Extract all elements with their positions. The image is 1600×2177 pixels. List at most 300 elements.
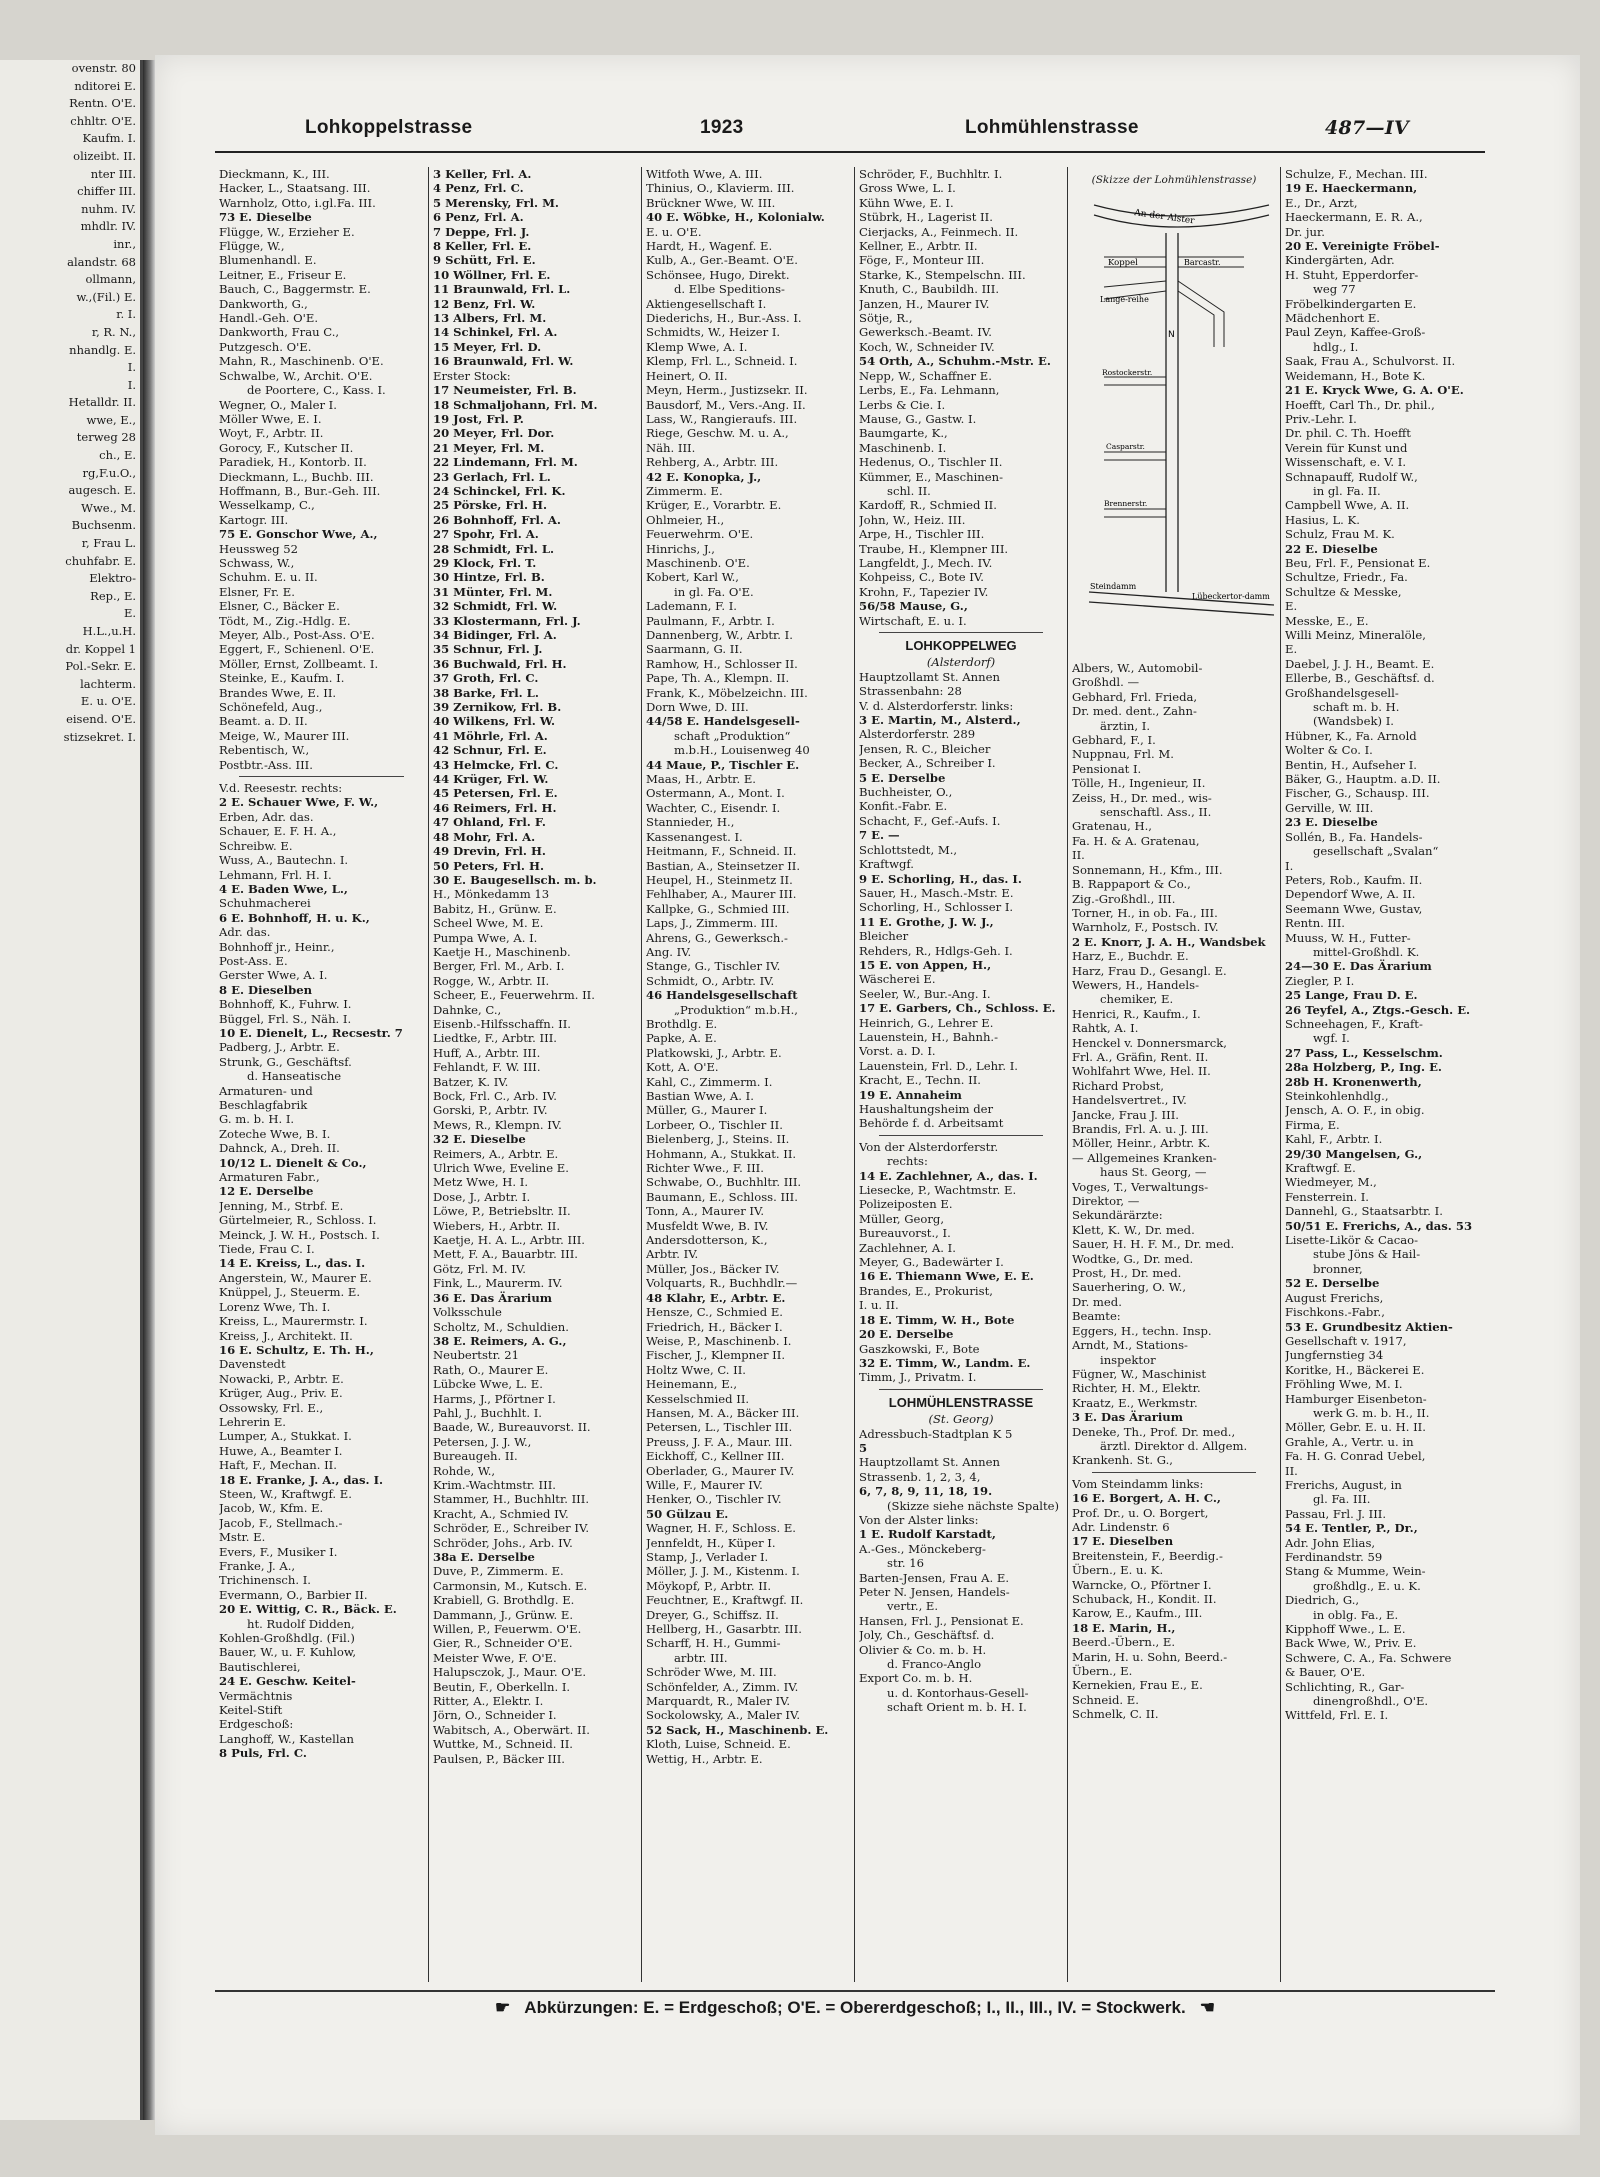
directory-entry: Ellerbe, B., Geschäftsf. d.	[1285, 671, 1435, 686]
directory-entry: Adr. das.	[219, 925, 271, 940]
directory-entry: Heinemann, E.,	[646, 1377, 738, 1392]
directory-entry: 10 Wöllner, Frl. E.	[433, 267, 551, 282]
directory-entry: Tölle, H., Ingenieur, II.	[1072, 776, 1206, 791]
directory-entry: Beamt. a. D. II.	[219, 714, 308, 729]
svg-text:N: N	[1168, 330, 1175, 341]
directory-entry: Wodtke, G., Dr. med.	[1072, 1251, 1194, 1266]
directory-entry: Harz, E., Buchdr. E.	[1072, 949, 1189, 964]
column-3	[641, 167, 854, 1982]
directory-entry: Lübcke Wwe, L. E.	[433, 1377, 543, 1392]
directory-entry: m.b.H., Louisenweg 40	[674, 743, 810, 758]
directory-entry: Arndt, M., Stations-	[1072, 1338, 1188, 1353]
directory-entry: Kaetje H., Maschinenb.	[433, 944, 571, 959]
directory-entry: Janzen, H., Maurer IV.	[859, 296, 990, 311]
directory-entry: Babitz, H., Grünw. E.	[433, 901, 557, 916]
left-strip-line: E.	[123, 606, 136, 621]
directory-entry: d. Franco-Anglo	[887, 1657, 982, 1672]
directory-entry: E.	[1285, 642, 1298, 657]
directory-entry: Löwe, P., Betriebsltr. II.	[433, 1204, 571, 1219]
directory-entry: Pape, Th. A., Klempn. II.	[646, 671, 790, 686]
directory-entry: E., Dr., Arzt,	[1285, 195, 1358, 210]
directory-entry: Dorn Wwe, D. III.	[646, 700, 749, 715]
directory-entry: Eggert, F., Schienenl. O'E.	[219, 642, 375, 657]
directory-entry: Eickhoff, C., Kellner III.	[646, 1449, 785, 1464]
directory-entry: Davenstedt	[219, 1357, 286, 1372]
directory-entry: Kraftwgf.	[859, 857, 914, 872]
footer-arrow-left-icon: ☛	[495, 1998, 511, 2017]
directory-entry: Langfeldt, J., Mech. IV.	[859, 555, 993, 570]
directory-entry: Kohlen-Großhdlg. (Fil.)	[219, 1631, 355, 1646]
column-2	[428, 167, 641, 1982]
directory-entry: Hensze, C., Schmied E.	[646, 1305, 783, 1320]
directory-entry: 3 Keller, Frl. A.	[433, 167, 532, 181]
directory-entry: Kindergärten, Adr.	[1285, 253, 1395, 268]
directory-entry: Warnholz, F., Postsch. IV.	[1072, 920, 1219, 935]
directory-entry: Strassenbahn: 28	[859, 684, 962, 699]
directory-entry: (Skizze siehe nächste Spalte)	[887, 1498, 1060, 1513]
directory-entry: I. u. II.	[859, 1298, 899, 1313]
directory-entry: Koch, W., Schneider IV.	[859, 339, 995, 354]
directory-entry: Saarmann, G. II.	[646, 642, 743, 657]
directory-entry: Laps, J., Zimmerm. III.	[646, 916, 779, 931]
street-sketch-map	[1074, 173, 1274, 653]
directory-entry: Bausdorf, M., Vers.-Ang. II.	[646, 397, 806, 412]
directory-entry: 17 E. Dieselben	[1072, 1534, 1174, 1549]
svg-text:Koppel: Koppel	[1108, 258, 1138, 269]
directory-entry: Trichinensch. I.	[219, 1573, 311, 1588]
directory-entry: Saak, Frau A., Schulvorst. II.	[1285, 354, 1456, 369]
map-caption: (Skizze der Lohmühlenstrasse)	[1091, 174, 1257, 186]
directory-entry: Brandis, Frl. A. u. J. III.	[1072, 1122, 1209, 1136]
directory-entry: Papke, A. E.	[646, 1031, 717, 1046]
directory-entry: 16 E. Thiemann Wwe, E. E.	[859, 1269, 1034, 1284]
directory-entry: Liedtke, F., Arbtr. III.	[433, 1031, 557, 1046]
directory-entry: 10 E. Dienelt, L., Recsestr. 7	[219, 1025, 403, 1040]
directory-entry: Mädchenhort E.	[1285, 311, 1380, 326]
directory-entry: (Wandsbek) I.	[1313, 714, 1394, 729]
directory-entry: Halupsczok, J., Maur. O'E.	[433, 1665, 587, 1680]
directory-entry: Haushaltungsheim der	[859, 1102, 994, 1116]
directory-entry: Hellberg, H., Gasarbtr. III.	[646, 1622, 802, 1637]
directory-entry: Dose, J., Arbtr. I.	[433, 1189, 531, 1204]
directory-entry: Hacker, L., Staatsang. III.	[219, 181, 371, 196]
directory-entry: 30 Hintze, Frl. B.	[433, 570, 545, 585]
left-strip-line: ovenstr. 80	[71, 61, 136, 75]
directory-entry: Export Co. m. b. H.	[859, 1671, 973, 1686]
directory-entry: Blumenhandl. E.	[219, 253, 317, 268]
directory-entry: inspektor	[1100, 1352, 1156, 1367]
directory-entry: 15 Meyer, Frl. D.	[433, 339, 542, 354]
directory-entry: 3 E. Martin, M., Alsterd.,	[859, 713, 1021, 728]
directory-entry: Brandes, E., Prokurist,	[859, 1283, 993, 1298]
directory-entry: Richter, H. M., Elektr.	[1072, 1381, 1201, 1396]
directory-entry: Zachlehner, A. I.	[859, 1240, 956, 1255]
directory-entry: Sauer, H., Masch.-Mstr. E.	[859, 885, 1014, 900]
directory-entry: 1 E. Rudolf Karstadt,	[859, 1527, 996, 1542]
directory-entry: 48 Klahr, E., Arbtr. E.	[646, 1290, 786, 1305]
directory-entry: Angerstein, W., Maurer E.	[219, 1270, 372, 1285]
directory-entry: Woyt, F., Arbtr. II.	[219, 426, 324, 441]
directory-entry: Platkowski, J., Arbtr. E.	[646, 1045, 782, 1060]
directory-entry: Hedenus, O., Tischler II.	[859, 455, 1003, 470]
directory-entry: Heussweg 52	[219, 541, 298, 556]
directory-entry: 26 Teyfel, A., Ztgs.-Gesch. E.	[1285, 1002, 1471, 1017]
directory-entry: G. m. b. H. I.	[219, 1112, 295, 1127]
directory-entry: Möykopf, P., Arbtr. II.	[646, 1578, 772, 1593]
directory-entry: Schacht, F., Gef.-Aufs. I.	[859, 813, 1001, 828]
directory-entry: 8 Keller, Frl. E.	[433, 239, 532, 254]
directory-entry: 6 Penz, Frl. A.	[433, 210, 524, 225]
directory-entry: Metz Wwe, H. I.	[433, 1175, 529, 1190]
directory-entry: 44 Maue, P., Tischler E.	[646, 757, 800, 772]
directory-entry: 40 Wilkens, Frl. W.	[433, 714, 556, 729]
directory-entry: Flügge, W.,	[219, 239, 285, 254]
directory-entry: 2 E. Knorr, J. A. H., Wandsbek	[1072, 934, 1266, 949]
directory-entry: Schuback, H., Kondit. II.	[1072, 1592, 1217, 1606]
left-adjacent-page	[0, 60, 143, 2120]
directory-entry: Mause, G., Gastw. I.	[859, 411, 977, 426]
directory-entry: Scheel Wwe, M. E.	[433, 916, 544, 931]
directory-entry: u. d. Kontorhaus-Gesell-	[887, 1685, 1029, 1700]
directory-entry: Ang. IV.	[646, 944, 692, 959]
directory-entry: Schuhm. E. u. II.	[219, 570, 318, 585]
directory-entry: 50/51 E. Frerichs, A., das. 53	[1285, 1218, 1473, 1233]
directory-entry: 44/58 E. Handelsgesell-	[646, 714, 800, 729]
directory-entry: Traube, H., Klempner III.	[859, 541, 1009, 556]
directory-entry: Elsner, Fr. E.	[219, 584, 295, 599]
directory-entry: Scholtz, M., Schuldien.	[433, 1319, 569, 1334]
directory-entry: Diederichs, H., Bur.-Ass. I.	[646, 311, 802, 326]
directory-entry: 23 E. Dieselbe	[1285, 815, 1378, 830]
directory-entry: Fink, L., Maurerm. IV.	[433, 1276, 563, 1291]
directory-entry: Adressbuch-Stadtplan K 5	[859, 1426, 1013, 1441]
directory-entry: Prost, H., Dr. med.	[1072, 1266, 1182, 1281]
directory-entry: Jacob, W., Kfm. E.	[219, 1501, 324, 1516]
directory-entry: Rahtk, A. I.	[1072, 1021, 1139, 1036]
left-strip-line: dr. Koppel 1	[65, 641, 136, 656]
directory-entry: Jancke, Frau J. III.	[1072, 1107, 1179, 1122]
left-strip-line: chiffer III.	[77, 184, 136, 199]
book-gutter	[143, 60, 155, 2120]
directory-entry: 22 Lindemann, Frl. M.	[433, 455, 578, 470]
directory-entry: Schröder Wwe, M. III.	[646, 1665, 777, 1680]
directory-entry: 18 E. Marin, H.,	[1072, 1620, 1176, 1635]
directory-entry: 16 Braunwald, Frl. W.	[433, 354, 574, 369]
directory-entry: Tödt, M., Zig.-Hdlg. E.	[219, 613, 351, 628]
left-strip-line: H.L.,u.H.	[82, 624, 136, 638]
left-strip-line: alandstr. 68	[67, 254, 136, 269]
directory-entry: Sauer, H. H. F. M., Dr. med.	[1072, 1237, 1235, 1252]
directory-entry: 27 Spohr, Frl. A.	[433, 527, 539, 542]
directory-entry: Sauerhering, O. W.,	[1072, 1280, 1187, 1295]
header-page-number: 487—IV	[1325, 117, 1410, 139]
directory-entry: Mews, R., Klempn. IV.	[433, 1117, 562, 1132]
directory-entry: Steinke, E., Kaufm. I.	[219, 671, 345, 686]
directory-entry: Lass, W., Rangieraufs. III.	[646, 411, 798, 426]
directory-entry: Zimmerm. E.	[646, 483, 723, 498]
directory-entry: 4 E. Baden Wwe, L.,	[219, 881, 348, 896]
directory-entry: Konfit.-Fabr. E.	[859, 799, 948, 814]
directory-entry: 38 E. Reimers, A. G.,	[433, 1333, 567, 1348]
svg-text:Lübeckertor-damm: Lübeckertor-damm	[1192, 592, 1270, 602]
directory-entry: Postbtr.-Ass. III.	[219, 757, 313, 772]
left-strip-line: olizeibt. II.	[73, 148, 136, 163]
directory-entry: 28b H. Kronenwerth,	[1285, 1074, 1422, 1089]
directory-entry: Wachter, C., Eisendr. I.	[646, 800, 781, 815]
directory-entry: August Frerichs,	[1285, 1290, 1384, 1305]
directory-entry: 40 E. Wöbke, H., Kolonialw.	[646, 210, 825, 225]
directory-entry: Ahrens, G., Gewerksch.-	[646, 930, 788, 945]
directory-entry: Adr. John Elias,	[1285, 1535, 1376, 1550]
directory-entry: Prof. Dr., u. O. Borgert,	[1072, 1505, 1209, 1520]
directory-entry: 52 Sack, H., Maschinenb. E.	[646, 1722, 829, 1737]
directory-entry: Heinert, O. II.	[646, 368, 728, 383]
directory-entry: Schmidt, O., Arbtr. IV.	[646, 973, 775, 988]
directory-entry: Schauer, E. F. H. A.,	[219, 824, 337, 839]
directory-entry: Jörn, O., Schneider I.	[433, 1708, 557, 1723]
header-right-street: Lohmühlenstrasse	[965, 117, 1139, 138]
directory-entry: Armaturen- und	[219, 1083, 313, 1098]
directory-entry: 22 E. Dieselbe	[1285, 541, 1378, 556]
directory-entry: Hardt, H., Wagenf. E.	[646, 239, 773, 254]
directory-entry: 25 Pörske, Frl. H.	[433, 498, 548, 513]
directory-entry: Kellner, E., Arbtr. II.	[859, 239, 978, 254]
directory-entry: Duve, P., Zimmerm. E.	[433, 1564, 564, 1579]
directory-entry: Liesecke, P., Wachtmstr. E.	[859, 1183, 1017, 1198]
left-strip-line: ch., E.	[99, 448, 136, 463]
svg-text:Rostockerstr.: Rostockerstr.	[1102, 368, 1153, 378]
left-strip-line: ollmann,	[85, 272, 136, 287]
directory-entry: 18 E. Franke, J. A., das. I.	[219, 1472, 384, 1487]
directory-entry: Wiebers, H., Arbtr. II.	[433, 1218, 561, 1233]
directory-entry: Wille, F., Maurer IV.	[646, 1477, 763, 1492]
directory-entry: Barten-Jensen, Frau A. E.	[859, 1570, 1010, 1585]
svg-text:Steindamm: Steindamm	[1090, 582, 1137, 592]
left-strip-line: I.	[127, 360, 136, 375]
directory-entry: Übern., E. u. K.	[1072, 1563, 1164, 1578]
directory-entry: schl. II.	[887, 483, 931, 498]
directory-entry: Schröder, E., Schreiber IV.	[433, 1521, 589, 1536]
directory-entry: Nowacki, P., Arbtr. E.	[219, 1371, 344, 1386]
directory-entry: 32 E. Timm, W., Landm. E.	[859, 1355, 1031, 1370]
directory-entry: Ohlmeier, H.,	[646, 512, 725, 527]
directory-entry: Leitner, E., Friseur E.	[219, 267, 347, 282]
directory-entry: Erster Stock:	[433, 368, 511, 383]
directory-entry: Vermächtnis	[219, 1688, 293, 1703]
directory-entry: Pumpa Wwe, A. I.	[433, 930, 538, 945]
directory-entry: Wabitsch, A., Oberwärt. II.	[433, 1722, 590, 1737]
directory-entry: Wissenschaft, e. V. I.	[1285, 455, 1407, 470]
left-strip-line: Kaufm. I.	[82, 131, 136, 146]
directory-entry: Kipphoff Wwe., L. E.	[1285, 1622, 1406, 1637]
directory-entry: 32 Schmidt, Frl. W.	[433, 599, 558, 614]
directory-entry: Arbtr. IV.	[646, 1247, 699, 1262]
directory-entry: 30 E. Baugesellsch. m. b.	[433, 872, 597, 887]
directory-entry: 56/58 Mause, G.,	[859, 599, 968, 614]
directory-entry: Steen, W., Kraftwgf. E.	[219, 1486, 352, 1501]
directory-entry: Henckel v. Donnersmarck,	[1072, 1035, 1227, 1050]
directory-entry: Steinkohlenhdlg.,	[1285, 1089, 1389, 1103]
directory-entry: Kardoff, R., Schmied II.	[859, 498, 997, 513]
directory-entry: Daebel, J. J. H., Beamt. E.	[1285, 656, 1435, 671]
directory-entry: 15 E. von Appen, H.,	[859, 957, 992, 972]
footer-arrow-right-icon: ☚	[1199, 1998, 1215, 2017]
directory-entry: Gratenau, H.,	[1072, 819, 1152, 834]
directory-entry: Hamburger Eisenbeton-	[1285, 1391, 1427, 1406]
directory-entry: Fischer, J., Klempner II.	[646, 1348, 786, 1363]
directory-entry: Fröhling Wwe, M. I.	[1285, 1377, 1403, 1392]
directory-entry: Polizeiposten E.	[859, 1197, 953, 1212]
directory-entry: Dahnke, C.,	[433, 1002, 502, 1017]
directory-entry: Voges, T., Verwaltungs-	[1072, 1179, 1209, 1194]
left-strip-line: Hetalldr. II.	[68, 395, 136, 410]
directory-entry: Bohnhoff jr., Heinr.,	[219, 939, 335, 954]
directory-entry: Richter Wwe., F. III.	[646, 1161, 764, 1176]
directory-entry: 48 Mohr, Frl. A.	[433, 829, 536, 844]
directory-entry: Jennfeldt, H., Küper I.	[646, 1535, 776, 1550]
directory-entry: Musfeldt Wwe, B. IV.	[646, 1218, 769, 1233]
directory-entry: Dr. med. dent., Zahn-	[1072, 704, 1197, 719]
left-strip-line: Buchsenm.	[71, 518, 136, 533]
directory-entry: 49 Drevin, Frl. H.	[433, 844, 546, 859]
directory-entry: Alsterdorferstr. 289	[859, 727, 976, 742]
directory-entry: Willi Meinz, Mineralöle,	[1285, 628, 1426, 642]
directory-entry: 43 Helmcke, Frl. C.	[433, 757, 559, 772]
directory-entry: Schulze, F., Mechan. III.	[1285, 167, 1428, 181]
directory-entry: Dahnck, A., Dreh. II.	[219, 1141, 340, 1156]
directory-entry: 46 Reimers, Frl. H.	[433, 800, 557, 815]
directory-entry: Dr. med.	[1072, 1294, 1122, 1309]
directory-entry: Schulz, Frau M. K.	[1285, 527, 1395, 542]
directory-entry: Hansen, Frl. J., Pensionat E.	[859, 1613, 1024, 1628]
directory-entry: Möller, Ernst, Zollbeamt. I.	[219, 656, 379, 671]
directory-entry: Henker, O., Tischler IV.	[646, 1492, 782, 1507]
directory-entry: E.	[1285, 599, 1298, 614]
directory-entry: 32 E. Dieselbe	[433, 1132, 526, 1147]
directory-entry: 24 E. Geschw. Keitel-	[219, 1674, 356, 1689]
directory-entry: Kraftwgf. E.	[1285, 1161, 1356, 1176]
directory-entry: Fehlandt, F. W. III.	[433, 1060, 541, 1075]
directory-entry: ht. Rudolf Didden,	[247, 1616, 355, 1631]
directory-entry: Dr. jur.	[1285, 224, 1325, 239]
directory-entry: Lorbeer, O., Tischler II.	[646, 1117, 783, 1132]
directory-entry: Schreibw. E.	[219, 838, 293, 853]
directory-entry: Dreyer, G., Schiffsz. II.	[646, 1607, 779, 1622]
directory-entry: Stammer, H., Buchhltr. III.	[433, 1492, 590, 1507]
directory-entry: 10/12 L. Dienelt & Co.,	[219, 1155, 367, 1170]
directory-entry: 38 Barke, Frl. L.	[433, 685, 539, 700]
directory-entry: wgf. I.	[1313, 1031, 1350, 1046]
directory-entry: & Bauer, O'E.	[1285, 1665, 1366, 1680]
directory-entry: 54 E. Tentler, P., Dr.,	[1285, 1521, 1418, 1536]
abbreviations-footer	[215, 1990, 1495, 2024]
directory-entry: Kernekien, Frau E., E.	[1072, 1678, 1203, 1693]
directory-entry: Hauptzollamt St. Annen	[859, 1455, 1000, 1470]
directory-entry: gesellschaft „Svalan“	[1313, 844, 1439, 859]
directory-entry: Gerville, W. III.	[1285, 800, 1374, 815]
directory-entry: Lauenstein, Frl. D., Lehr. I.	[859, 1058, 1018, 1073]
directory-entry: Aktiengesellschaft I.	[646, 296, 767, 311]
directory-entry: Hübner, K., Fa. Arnold	[1285, 728, 1417, 743]
directory-entry: Paradiek, H., Kontorb. II.	[219, 455, 367, 470]
section-subtitle: (St. Georg)	[928, 1412, 994, 1427]
directory-entry: V. d. Alsterdorferstr. links:	[859, 698, 1014, 713]
directory-entry: Dieckmann, K., III.	[219, 167, 330, 181]
directory-entry: Bäker, G., Hauptm. a.D. II.	[1285, 772, 1441, 787]
directory-entry: Schönefeld, Aug.,	[219, 700, 323, 715]
directory-entry: Klemp Wwe, A. I.	[646, 339, 748, 354]
directory-entry: Marin, H. u. Sohn, Beerd.-	[1072, 1649, 1228, 1664]
directory-entry: Lehrerin E.	[219, 1414, 286, 1429]
directory-entry: 31 Münter, Frl. M.	[433, 584, 553, 599]
header-year: 1923	[700, 117, 744, 138]
directory-entry: Jacob, F., Stellmach.-	[219, 1515, 343, 1530]
directory-entry: 16 E. Schultz, E. Th. H.,	[219, 1342, 374, 1357]
directory-entry: Paulmann, F., Arbtr. I.	[646, 613, 775, 628]
directory-entry: 19 E. Haeckermann,	[1285, 181, 1418, 196]
directory-entry: 20 E. Vereinigte Fröbel-	[1285, 239, 1440, 254]
directory-entry: Müller, Georg,	[859, 1211, 945, 1226]
directory-entry: Sekundärärzte:	[1072, 1208, 1163, 1223]
directory-entry: 33 Klostermann, Frl. J.	[433, 613, 581, 628]
directory-entry: Bastian, A., Steinsetzer II.	[646, 858, 801, 873]
left-strip-line: r, Frau L.	[81, 536, 136, 551]
directory-entry: 13 Albers, Frl. M.	[433, 311, 547, 326]
directory-entry: Wohlfahrt Wwe, Hel. II.	[1072, 1064, 1211, 1079]
directory-entry: Buchheister, O.,	[859, 785, 953, 800]
directory-entry: 41 Möhrle, Frl. A.	[433, 728, 548, 743]
directory-entry: Richard Probst,	[1072, 1078, 1164, 1093]
directory-entry: E. u. O'E.	[646, 224, 702, 239]
directory-entry: Klett, K. W., Dr. med.	[1072, 1222, 1195, 1237]
left-strip-line: chuhfabr. E.	[65, 553, 136, 568]
directory-entry: Kracht, E., Techn. II.	[859, 1073, 981, 1088]
directory-entry: weg 77	[1313, 282, 1356, 297]
directory-entry: I.	[1285, 858, 1294, 873]
directory-columns	[215, 167, 1495, 1982]
directory-entry: Stange, G., Tischler IV.	[646, 959, 781, 974]
directory-entry: II.	[1072, 848, 1085, 863]
directory-entry: Eisenb.-Hilfsschaffn. II.	[433, 1016, 571, 1031]
left-strip-line: nditorei E.	[74, 78, 136, 93]
directory-entry: Zeiss, H., Dr. med., wis-	[1072, 790, 1212, 805]
directory-entry: 19 E. Annaheim	[859, 1087, 962, 1102]
directory-entry: Rehberg, A., Arbtr. III.	[646, 455, 779, 470]
directory-entry: Schnapauff, Rudolf W.,	[1285, 469, 1418, 484]
directory-entry: d. Hanseatische	[247, 1069, 342, 1084]
directory-entry: 39 Zernikow, Frl. B.	[433, 700, 562, 715]
directory-entry: Armaturen Fabr.,	[219, 1170, 320, 1185]
directory-entry: Maschinenb. I.	[859, 440, 947, 455]
left-strip-line: Elektro-	[89, 571, 136, 586]
left-strip-line: r. I.	[116, 307, 136, 322]
directory-entry: Sollén, B., Fa. Handels-	[1285, 829, 1423, 844]
directory-entry: Beamte:	[1072, 1309, 1121, 1324]
directory-entry: Krankenh. St. G.,	[1072, 1453, 1173, 1468]
directory-entry: Fa. H. G. Conrad Uebel,	[1285, 1449, 1426, 1464]
directory-entry: 14 E. Kreiss, L., das. I.	[219, 1256, 366, 1271]
directory-entry: Kassenangest. I.	[646, 829, 743, 844]
directory-entry: Meyer, Alb., Post-Ass. O'E.	[219, 628, 375, 642]
left-strip-line: rg,F.u.O.,	[82, 465, 136, 480]
directory-entry: 21 Meyer, Frl. M.	[433, 440, 545, 455]
directory-entry: Wagner, H. F., Schloss. E.	[646, 1521, 796, 1536]
directory-entry: Kott, A. O'E.	[646, 1060, 719, 1075]
directory-entry: Seeler, W., Bur.-Ang. I.	[859, 986, 991, 1001]
directory-entry: Schwere, C. A., Fa. Schwere	[1285, 1650, 1452, 1665]
directory-entry: Wiedmeyer, M.,	[1285, 1175, 1377, 1190]
directory-entry: haus St. Georg, —	[1100, 1165, 1207, 1180]
